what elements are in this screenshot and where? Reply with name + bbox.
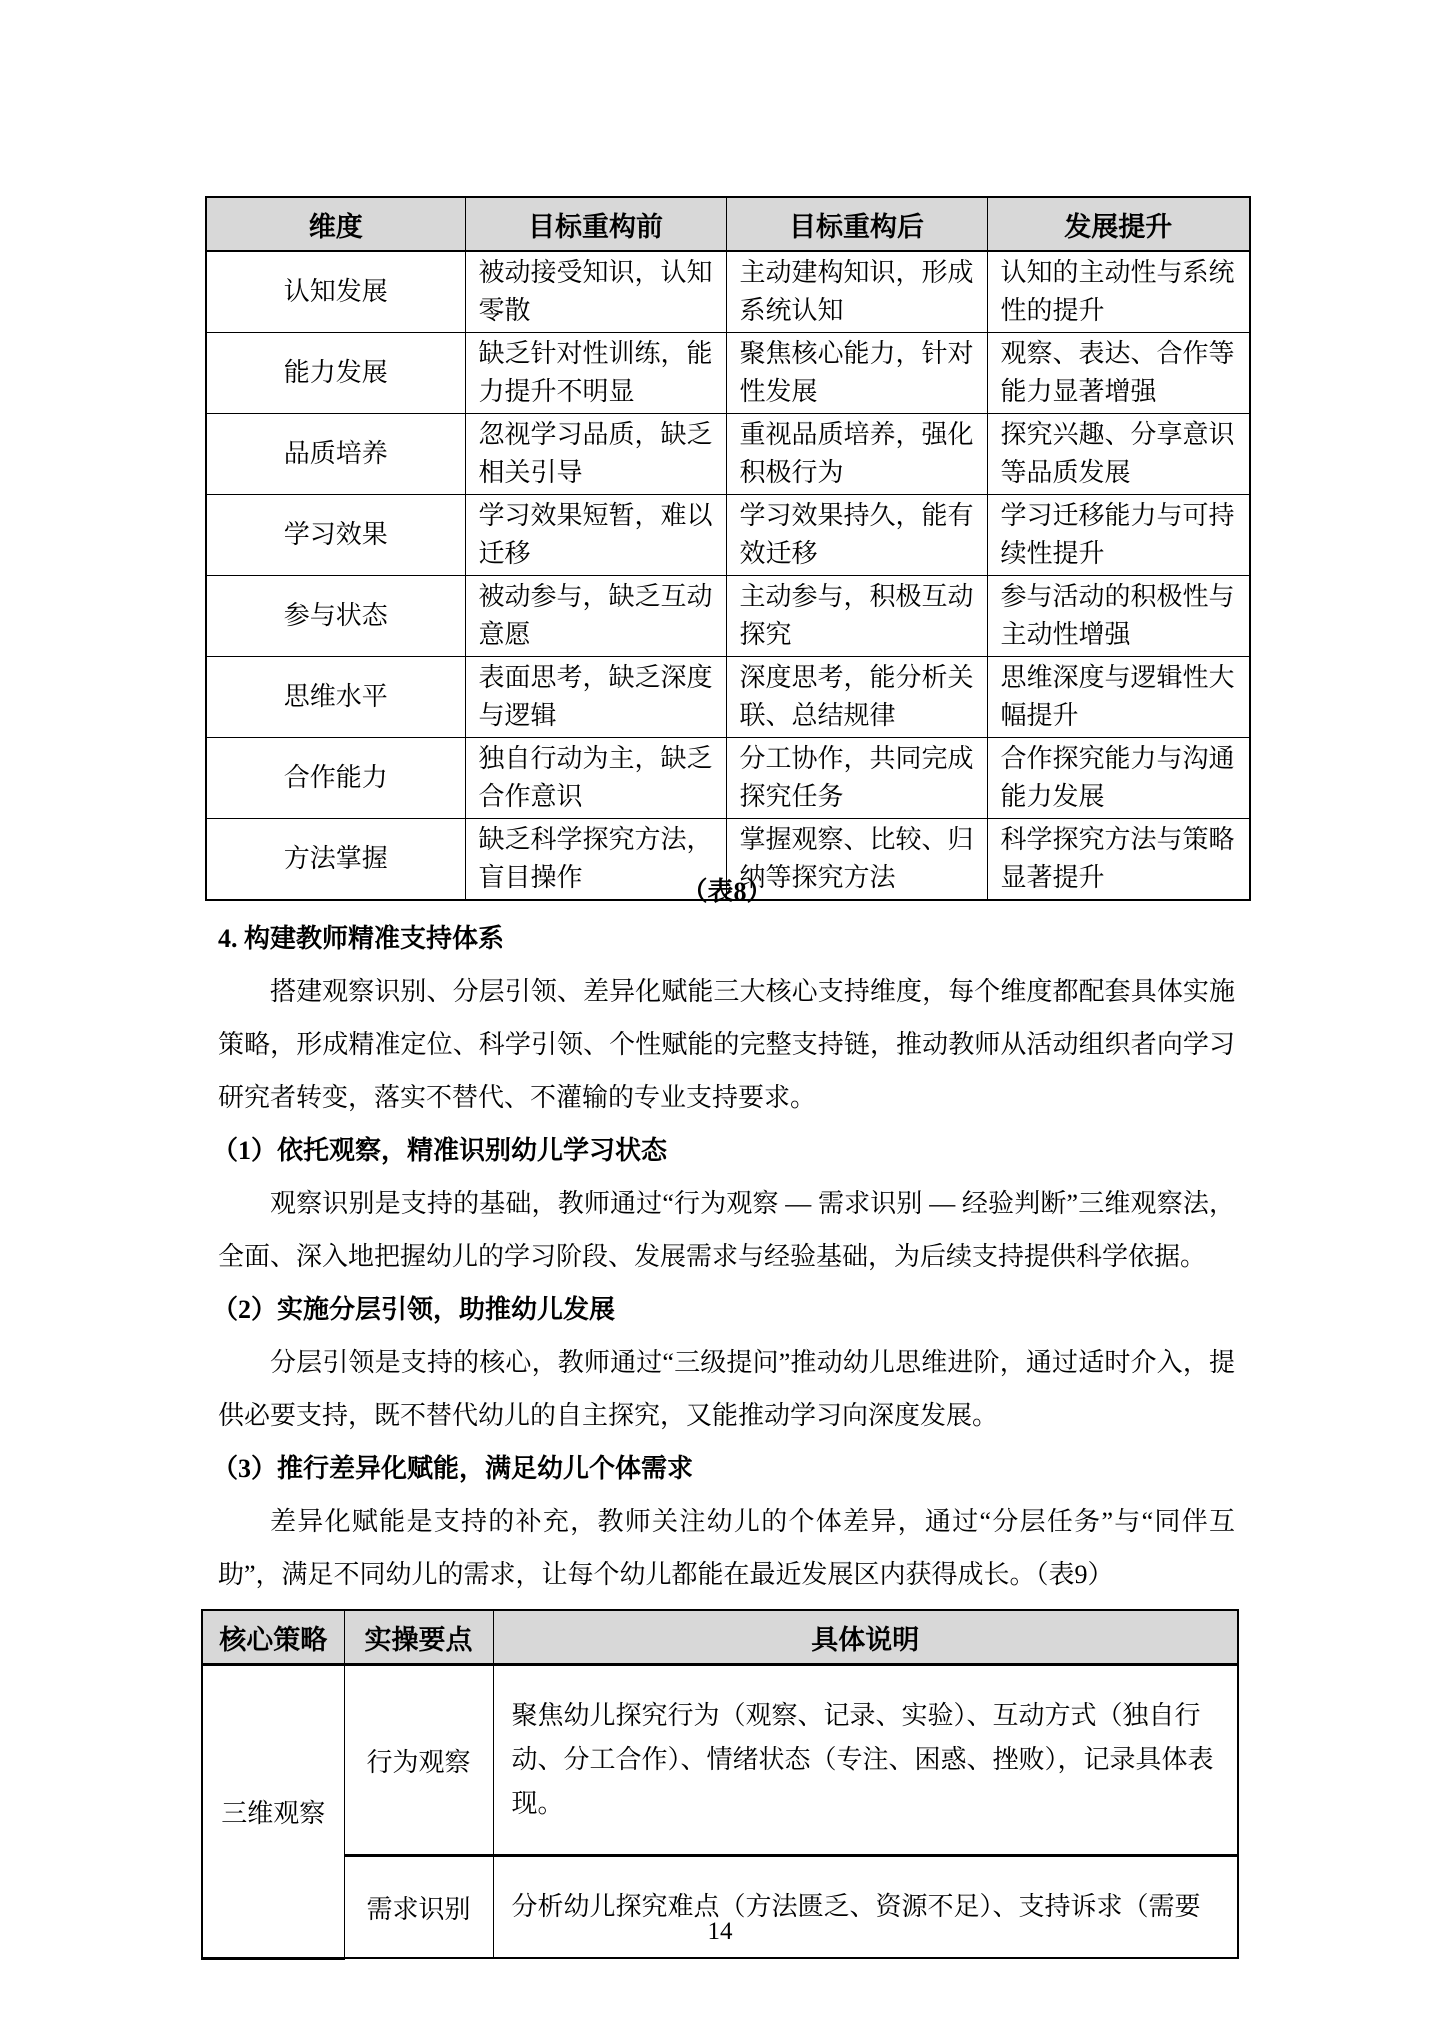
- table-cell: 能力发展: [206, 333, 465, 414]
- key-point-cell: 需求识别: [344, 1856, 493, 1959]
- table-cell: 方法掌握: [206, 819, 465, 901]
- subsection-1-heading: （1）依托观察，精准识别幼儿学习状态: [212, 1136, 668, 1165]
- table-cell: 学习效果持久，能有效迁移: [726, 495, 987, 576]
- subsection-3-paragraph: 差异化赋能是支持的补充，教师关注幼儿的个体差异，通过“分层任务”与“同伴互助”，满足不同幼儿的需求，让每个幼儿都能在最近发展区内获得成长。（表9）: [218, 1507, 1235, 1589]
- table-cell: 主动参与，积极互动探究: [726, 576, 987, 657]
- table-cell: 合作探究能力与沟通能力发展: [987, 738, 1250, 819]
- table-row: [206, 251, 1250, 333]
- subsection-1-paragraph: 观察识别是支持的基础，教师通过“行为观察 — 需求识别 — 经验判断”三维观察法，全面、深入地把握幼儿的学习阶段、发展需求与经验基础，为后续支持提供科学依据。: [218, 1189, 1235, 1271]
- description-cell: 聚焦幼儿探究行为（观察、记录、实验）、互动方式（独自行动、分工合作）、情绪状态（专注、困惑、挫败），记录具体表现。: [493, 1665, 1238, 1856]
- table-8-dimension-comparison: [205, 196, 1251, 901]
- table-cell: 思维深度与逻辑性大幅提升: [987, 657, 1250, 738]
- table-cell: 缺乏科学探究方法，盲目操作: [465, 819, 726, 901]
- table-row: [206, 495, 1250, 576]
- table-cell: 重视品质培养，强化积极行为: [726, 414, 987, 495]
- page-number: 14: [707, 1918, 733, 1945]
- section-heading: 4. 构建教师精准支持体系: [218, 924, 505, 953]
- table-cell: 聚焦核心能力，针对性发展: [726, 333, 987, 414]
- table-row: [206, 576, 1250, 657]
- table-cell: 掌握观察、比较、归纳等探究方法: [726, 819, 987, 901]
- section-intro-paragraph: 搭建观察识别、分层引领、差异化赋能三大核心支持维度，每个维度都配套具体实施策略，形成精准定位、科学引领、个性赋能的完整支持链，推动教师从活动组织者向学习研究者转变，落实不替代、不灌输的专业支持要求。: [218, 977, 1235, 1112]
- table-cell: 思维水平: [206, 657, 465, 738]
- table-cell: 学习效果: [206, 495, 465, 576]
- strategy-cell: 三维观察: [202, 1665, 344, 1959]
- table-cell: 缺乏针对性训练，能力提升不明显: [465, 333, 726, 414]
- subsection-2-paragraph: 分层引领是支持的核心，教师通过“三级提问”推动幼儿思维进阶，通过适时介入，提供必要支持，既不替代幼儿的自主探究，又能推动学习向深度发展。: [218, 1348, 1235, 1430]
- table-cell: 分工协作，共同完成探究任务: [726, 738, 987, 819]
- table-cell: 被动接受知识，认知零散: [465, 251, 726, 333]
- table-cell: 品质培养: [206, 414, 465, 495]
- key-point-cell: 行为观察: [344, 1665, 493, 1856]
- table-row: [206, 738, 1250, 819]
- subsection-2-heading: （2）实施分层引领，助推幼儿发展: [212, 1295, 616, 1324]
- column-header-after: 目标重构后: [726, 197, 987, 251]
- table-row: [206, 657, 1250, 738]
- table-cell: 学习效果短暂，难以迁移: [465, 495, 726, 576]
- table-cell: 深度思考，能分析关联、总结规律: [726, 657, 987, 738]
- section-body: [212, 912, 1235, 1601]
- table-row: [206, 414, 1250, 495]
- table-cell: 参与活动的积极性与主动性增强: [987, 576, 1250, 657]
- table-cell: 认知的主动性与系统性的提升: [987, 251, 1250, 333]
- column-header-dimension: 维度: [206, 197, 465, 251]
- table-cell: 忽视学习品质，缺乏相关引导: [465, 414, 726, 495]
- table-8-caption: （表8）: [681, 877, 773, 906]
- column-header-description: 具体说明: [493, 1610, 1238, 1665]
- table-cell: 被动参与，缺乏互动意愿: [465, 576, 726, 657]
- table-cell: 合作能力: [206, 738, 465, 819]
- table-cell: 参与状态: [206, 576, 465, 657]
- table-cell: 科学探究方法与策略显著提升: [987, 819, 1250, 901]
- column-header-before: 目标重构前: [465, 197, 726, 251]
- table-cell: 认知发展: [206, 251, 465, 333]
- table-cell: 主动建构知识，形成系统认知: [726, 251, 987, 333]
- table-row: [206, 333, 1250, 414]
- table-header-row: [202, 1610, 1238, 1665]
- column-header-key-point: 实操要点: [344, 1610, 493, 1665]
- table-cell: 独自行动为主，缺乏合作意识: [465, 738, 726, 819]
- table-header-row: [206, 197, 1250, 251]
- table-row: [202, 1665, 1238, 1856]
- column-header-strategy: 核心策略: [202, 1610, 344, 1665]
- table-cell: 观察、表达、合作等能力显著增强: [987, 333, 1250, 414]
- description-cell: 分析幼儿探究难点（方法匮乏、资源不足）、支持诉求（需要: [493, 1856, 1238, 1959]
- table-cell: 表面思考，缺乏深度与逻辑: [465, 657, 726, 738]
- subsection-3-heading: （3）推行差异化赋能，满足幼儿个体需求: [212, 1454, 694, 1483]
- table-8-body: [206, 251, 1250, 900]
- column-header-improvement: 发展提升: [987, 197, 1250, 251]
- table-cell: 探究兴趣、分享意识等品质发展: [987, 414, 1250, 495]
- table-cell: 学习迁移能力与可持续性提升: [987, 495, 1250, 576]
- table-9-support-strategy: [201, 1609, 1239, 1960]
